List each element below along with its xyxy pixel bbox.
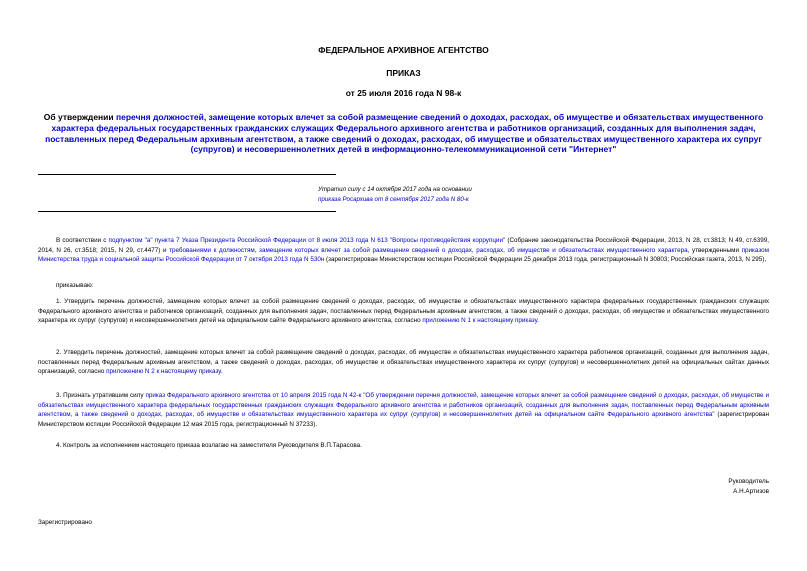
title-link[interactable]: перечня должностей, замещение которых влечет за собой размещение сведений о доходах, расходах, об имуществе и обязательствах имущественного характера федеральных государственных гражданских служащих Федерального архивного агентства и работников организаций, созданных для выполнения задач, поставленных перед Федеральным архивным агентством, а также сведений о доходах, расходах, об имуществе и обязательствах имущественного характера их супруг (супругов) и несовершеннолетних детей в информационно-телекоммуникационной сети "Интернет": [45, 112, 764, 155]
agency-name: ФЕДЕРАЛЬНОЕ АРХИВНОЕ АГЕНТСТВО: [318, 45, 489, 55]
document-type: ПРИКАЗ: [386, 68, 421, 78]
document-title: [38, 112, 769, 155]
preamble-paragraph: [38, 236, 769, 265]
signature-block: [728, 477, 769, 497]
item-4-text: 4. Контроль за исполнением настоящего приказа возлагаю на заместителя Руководителя В.П.Тарасова.: [56, 442, 362, 449]
order-word-text: приказываю:: [56, 282, 94, 289]
item-4: [38, 441, 769, 451]
item-2: [38, 348, 769, 377]
item-3: [38, 391, 769, 430]
item-2-text: 2. Утвердить перечень должностей, замещение которых влечет за собой размещение сведений о доходах, расходах, об имуществе и обязательствах имущественного характера работников организаций, созданных для выполнения задач, поставленных перед Федеральным архивным агентством, а также сведений о доходах, расходах, об имуществе и обязательствах имущественного характера их супруг (супругов) и несовершеннолетних детей на официальных сайтах данных организаций, согласно: [38, 349, 769, 376]
preamble-link-decree[interactable]: подпунктом "а" пункта 7 Указа Президента Российской Федерации от 8 июля 2013 года N 613 "Вопросы противодействия коррупции": [108, 237, 506, 244]
item-3-repealed-order-link[interactable]: приказ Федерального архивного агентства от 10 апреля 2015 года N 42-к "Об утверждении перечня должностей, замещение которых влечет за собой размещение сведений о доходах, расходах, об имуществе и обязательствах имущественного характера федеральных государственных гражданских служащих Федерального архивного агентства и работников организаций, созданных для выполнения задач, поставленных перед Федеральным архивным агентством, а также сведений о доходах, расходах, об имуществе и обязательствах имущественного характера их супруг (супругов) и несовершеннолетних детей на официальном сайте Федерального архивного агентства": [38, 392, 769, 419]
signature-name: А.Н.Артизов: [733, 488, 769, 495]
item-3-text: 3. Признать утратившим силу: [56, 392, 146, 399]
item-1-appendix-link[interactable]: приложению N 1 к настоящему приказу: [422, 317, 538, 325]
signature-role: Руководитель: [728, 478, 769, 485]
lost-force-text: Утратил силу с 14 октября 2017 года на основании: [318, 186, 472, 193]
preamble-text-3: , утвержденными: [687, 246, 742, 254]
divider-bottom: [38, 211, 336, 212]
lost-force-link[interactable]: приказа Росархива от 8 сентября 2017 года N 80-к: [318, 195, 469, 203]
item-1-end: .: [537, 317, 539, 325]
title-prefix: Об утверждении: [43, 112, 116, 122]
item-1: [38, 297, 769, 326]
registered-label: Зарегистрировано: [38, 519, 92, 526]
item-1-text: 1. Утвердить перечень должностей, замещение которых влечет за собой размещение сведений о доходах, расходах, об имуществе и обязательствах имущественного характера федеральных государственных гражданских служащих Федерального архивного агентства и работников организаций, созданных для выполнения задач, поставленных перед Федеральным архивным агентством, а также сведений о доходах, расходах, об имуществе и обязательствах имущественного характера их супруг (супругов) и несовершеннолетних детей на официальном сайте Федерального архивного агентства, согласно: [38, 298, 769, 325]
preamble-text-1: В соответствии с: [56, 237, 109, 244]
item-3-end: (зарегистрирован Министерством юстиции Российской Федерации 12 мая 2015 года, регистрационный N 37233).: [38, 411, 769, 429]
document-date-number: от 25 июля 2016 года N 98-к: [345, 88, 462, 98]
lost-force-note: [318, 185, 578, 204]
item-2-end: .: [220, 368, 223, 376]
preamble-text-4: (зарегистрирован Министерством юстиции Российской Федерации 25 декабря 2013 года, регистрационный N 30803; Российская газета, 2013, N 295),: [324, 256, 767, 264]
item-2-appendix-link[interactable]: приложению N 2 к настоящему приказу: [106, 368, 221, 376]
preamble-link-order[interactable]: приказом Министерства труда и социальной защиты Российской Федерации от 7 октября 2013 года N 530н: [38, 246, 769, 264]
divider-top: [38, 174, 336, 175]
order-word: [38, 281, 769, 291]
preamble-link-requirements[interactable]: требованиями к должностям, замещение которых влечет за собой размещение сведений о доходах, расходах, об имуществе и обязательствах имущественного характера: [169, 246, 688, 254]
preamble-text-2: (Собрание законодательства Российской Федерации, 2013, N 28, ст.3813; N 49, ст.6399, 2014, N 26, ст.3518; 2015, N 29, ст.4477) и: [38, 237, 770, 254]
